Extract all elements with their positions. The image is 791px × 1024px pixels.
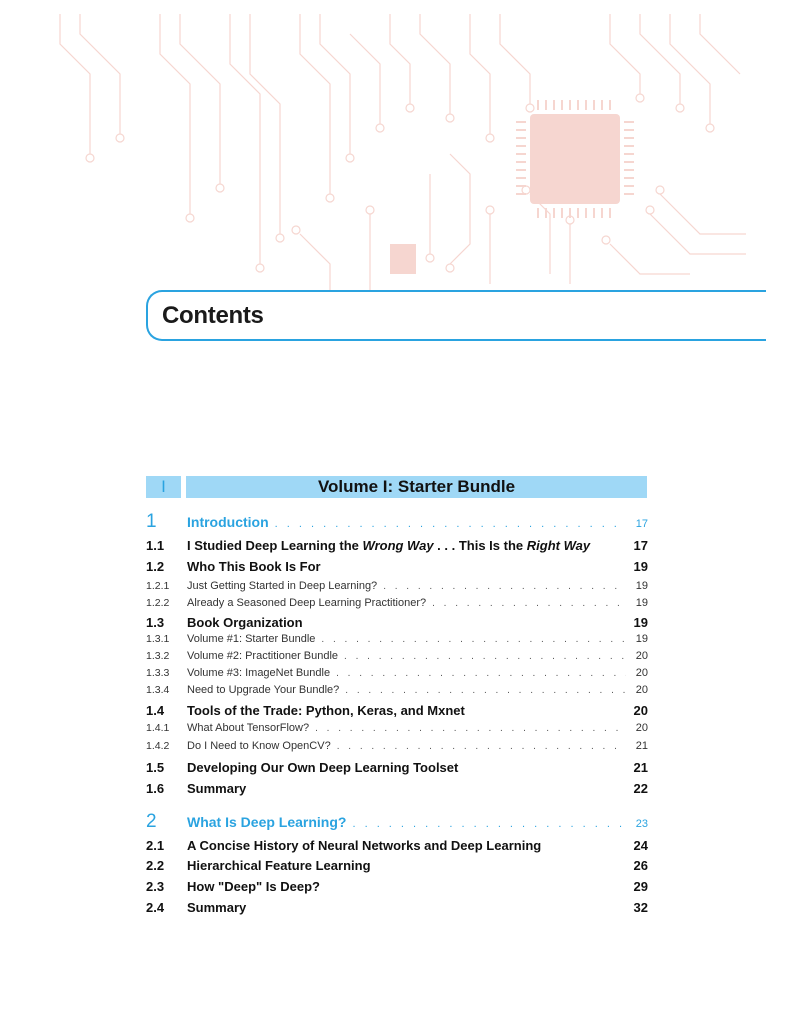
chapter-number: 2 xyxy=(146,811,157,832)
page-number: 17 xyxy=(633,538,648,553)
entry-title-part: Right Way xyxy=(526,538,591,553)
dot-leader xyxy=(345,685,626,696)
entry-number: 2.2 xyxy=(146,858,165,873)
dot-leader xyxy=(337,741,626,752)
entry-number: 1.3 xyxy=(146,615,165,630)
subsection-entry[interactable] xyxy=(146,650,648,662)
page-number: 20 xyxy=(635,650,648,662)
page-title: Contents xyxy=(162,302,264,329)
entry-title: Volume #1: Starter Bundle xyxy=(187,633,316,645)
section-entry[interactable] xyxy=(146,858,648,873)
subsection-entry[interactable] xyxy=(146,722,648,734)
entry-title: What About TensorFlow? xyxy=(187,722,310,734)
entry-title: A Concise History of Neural Networks and Deep Learning xyxy=(187,838,542,853)
dot-leader xyxy=(336,668,626,679)
subsection-entry[interactable] xyxy=(146,597,648,609)
dot-leader xyxy=(275,518,626,530)
entry-title-part: I Studied Deep Learning the xyxy=(187,538,363,553)
page-number: 23 xyxy=(635,818,648,830)
entry-number: 1.3.3 xyxy=(146,667,170,679)
page-number: 26 xyxy=(633,858,648,873)
entry-title: Summary xyxy=(187,900,247,915)
entry-title: Developing Our Own Deep Learning Toolset xyxy=(187,760,459,775)
subsection-entry[interactable] xyxy=(146,633,648,645)
entry-title: Volume #3: ImageNet Bundle xyxy=(187,667,331,679)
circuit-board-illustration xyxy=(50,14,746,290)
entry-title-part: Wrong Way xyxy=(362,538,434,553)
dot-leader xyxy=(315,723,626,734)
entry-number: 1.3.2 xyxy=(146,650,170,662)
entry-number: 1.4 xyxy=(146,703,165,718)
page-number: 24 xyxy=(633,838,648,853)
section-entry[interactable] xyxy=(146,781,648,796)
page-number: 19 xyxy=(635,580,648,592)
volume-number: I xyxy=(146,476,181,498)
entry-title: Volume #2: Practitioner Bundle xyxy=(187,650,339,662)
page-number: 17 xyxy=(635,518,648,530)
page-number: 22 xyxy=(633,781,648,796)
volume-title: Volume I: Starter Bundle xyxy=(186,476,647,498)
entry-number: 1.4.1 xyxy=(146,722,170,734)
entry-title: Book Organization xyxy=(187,615,303,630)
entry-title: Tools of the Trade: Python, Keras, and Mxnet xyxy=(187,703,465,718)
section-entry[interactable] xyxy=(146,538,648,553)
section-entry[interactable] xyxy=(146,703,648,718)
entry-number: 1.3.4 xyxy=(146,684,170,696)
entry-number: 2.1 xyxy=(146,838,165,853)
subsection-entry[interactable] xyxy=(146,667,648,679)
section-entry[interactable] xyxy=(146,615,648,630)
entry-title: Need to Upgrade Your Bundle? xyxy=(187,684,340,696)
chapter-entry[interactable] xyxy=(146,511,648,533)
entry-number: 1.1 xyxy=(146,538,165,553)
page-number: 19 xyxy=(633,615,648,630)
page-number: 21 xyxy=(635,740,648,752)
page-number: 19 xyxy=(633,559,648,574)
subsection-entry[interactable] xyxy=(146,684,648,696)
entry-number: 2.4 xyxy=(146,900,165,915)
entry-title: Who This Book Is For xyxy=(187,559,321,574)
section-entry[interactable] xyxy=(146,559,648,574)
dot-leader xyxy=(432,598,626,609)
page-number: 29 xyxy=(633,879,648,894)
entry-title: Just Getting Started in Deep Learning? xyxy=(187,580,378,592)
section-entry[interactable] xyxy=(146,879,648,894)
page-number: 20 xyxy=(635,667,648,679)
section-entry[interactable] xyxy=(146,900,648,915)
dot-leader xyxy=(344,651,626,662)
entry-number: 1.2.1 xyxy=(146,580,170,592)
section-entry[interactable] xyxy=(146,760,648,775)
entry-number: 2.3 xyxy=(146,879,165,894)
page-number: 20 xyxy=(633,703,648,718)
page-number: 21 xyxy=(633,760,648,775)
dot-leader xyxy=(321,634,626,645)
section-entry[interactable] xyxy=(146,838,648,853)
chapter-title: Introduction xyxy=(187,514,269,530)
subsection-entry[interactable] xyxy=(146,740,648,752)
contents-header-box xyxy=(146,290,766,341)
chapter-entry[interactable] xyxy=(146,811,648,833)
chapter-number: 1 xyxy=(146,511,157,532)
entry-number: 1.6 xyxy=(146,781,165,796)
entry-number: 1.3.1 xyxy=(146,633,170,645)
subsection-entry[interactable] xyxy=(146,580,648,592)
entry-title-part: . . . This Is the xyxy=(433,538,527,553)
dot-leader xyxy=(352,818,626,830)
entry-title: Do I Need to Know OpenCV? xyxy=(187,740,331,752)
entry-title: How "Deep" Is Deep? xyxy=(187,879,320,894)
entry-number: 1.4.2 xyxy=(146,740,170,752)
page-number: 32 xyxy=(633,900,648,915)
dot-leader xyxy=(383,581,626,592)
entry-number: 1.5 xyxy=(146,760,165,775)
entry-title: Summary xyxy=(187,781,247,796)
entry-title: Hierarchical Feature Learning xyxy=(187,858,371,873)
entry-number: 1.2 xyxy=(146,559,165,574)
page-number: 20 xyxy=(635,722,648,734)
page-number: 19 xyxy=(635,597,648,609)
page-number: 19 xyxy=(635,633,648,645)
entry-title: Already a Seasoned Deep Learning Practitioner? xyxy=(187,597,427,609)
entry-number: 1.2.2 xyxy=(146,597,170,609)
page-number: 20 xyxy=(635,684,648,696)
entry-title xyxy=(187,538,590,553)
chapter-title: What Is Deep Learning? xyxy=(187,814,347,830)
